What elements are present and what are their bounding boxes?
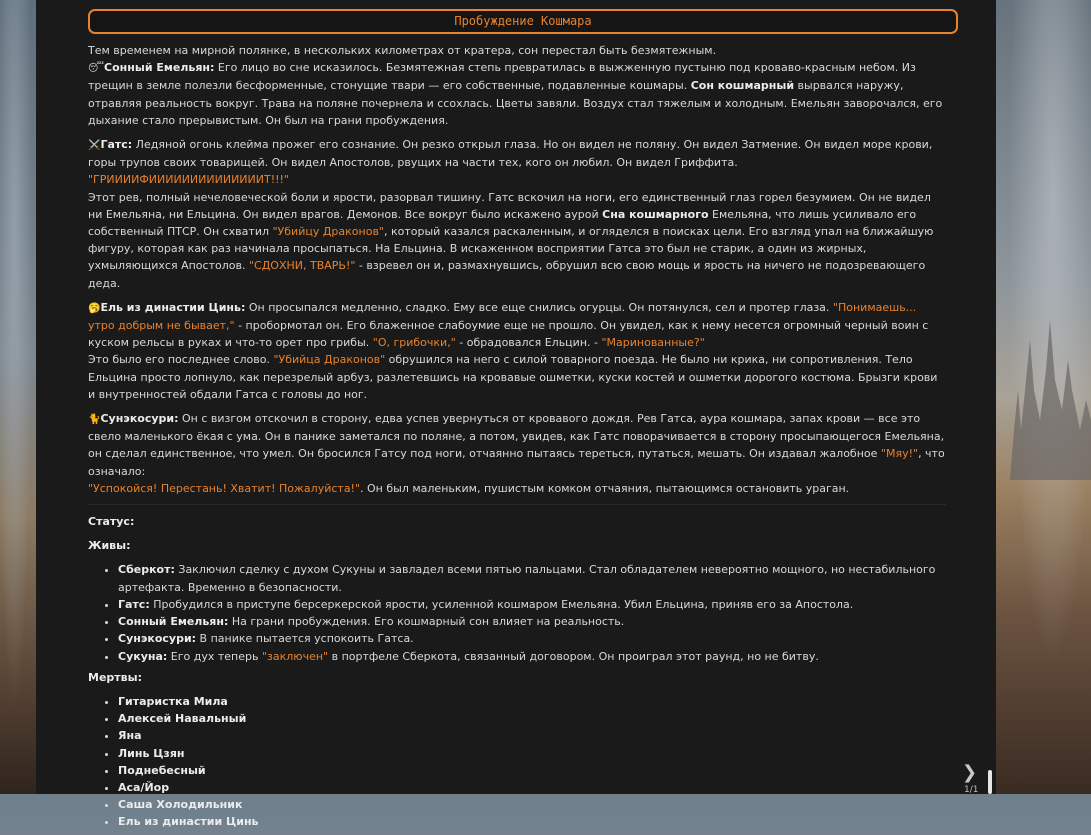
quote: "Понимаешь... утро добрым не бывает," [88, 300, 917, 333]
scrollbar-thumb[interactable] [988, 770, 992, 794]
character-name: Ель из династии Цинь: [100, 300, 246, 314]
status-heading: Статус: [88, 515, 135, 529]
list-item: • Сонный Емельян: На грани пробуждения. Его кошмарный сон влияет на реальность. [118, 613, 946, 630]
list-item: • Сберкот: Заключил сделку с духом Сукуны и завладел всеми пятью пальцами. Стал обладателем невероятно мощного, но нестабильного артефакта. Временно в безопасности. [118, 561, 946, 595]
list-item: • Яна [118, 727, 946, 744]
page-counter: 1/1 [964, 785, 979, 795]
chevron-right-icon[interactable]: ❯ [962, 762, 978, 783]
chapter-title: Пробуждение Кошмара [88, 9, 958, 34]
sleeping-face-icon: 😴 [88, 63, 105, 75]
list-item: • Сунэкосури: В панике пытается успокоить Гатса. [118, 630, 946, 647]
intro-paragraph: Тем временем на мирной полянке, в нескольких километрах от кратера, сон перестал быть безмятежным. 😴Сонный Емельян: Его лицо во сне исказилось. Безмятежная степь превратилась в выжженную пустыню под кроваво-красным небом. Из трещин в земле полезли бесформенные, стонущие твари — его собственные, подавленные кошмары. Сон кошмарный вырвался наружу, отравляя реальность вокруг. Трава на поляне почернела и ссохлась. Цветы завяли. Воздух стал тяжелым и холодным. Емельян заворочался, его дыхание стало прерывистым. Он был на грани пробуждения. [88, 44, 943, 127]
list-item: • Саша Холодильник [118, 796, 946, 813]
alive-heading: Живы: [88, 539, 131, 553]
yawning-face-icon: 🥱 [88, 302, 101, 314]
gats-paragraph: ⚔️Гатс: Ледяной огонь клейма прожег его сознание. Он резко открыл глаза. Но он видел не поляну. Он видел Затмение. Он видел море крови, горы трупов своих товарищей. Он видел Апостолов, рвущих на части тех, кого он любил. Он видел Гриффита. "ГРИИИИФИИИИИИИИИИИИИИТ!!!" Этот рев, полный нечеловеческой боли и ярости, разорвал тишину. Гатс вскочил на ноги, его единственный глаз горел безумием. Он не видел ни Емельяна, ни Ельцина. Он видел врагов. Демонов. Все вокруг было искажено аурой Сна кошмарного Емельяна, что лишь усиливало его собственный ПТСР. Он схватил "Убийцу Драконов", который казался раскаленным, и огляделся в поисках цели. Его взгляд упал на ближайшую фигуру, которая как раз начинала просыпаться. На Ельцина. В искаженном восприятии Гатса это был не старик, а один из жирных, ухмыляющихся Апостолов. "СДОХНИ, ТВАРЬ!" - взревел он и, размахнувшись, обрушил всю свою мощь и ярость на ничего не подозревающего деда. [88, 138, 934, 290]
list-item: • Гатс: Пробудился в приступе берсеркерской ярости, усиленной кошмаром Емельяна. Убил Ельцина, приняв его за Апостола. [118, 596, 946, 613]
cat-icon: 🐈 [88, 414, 101, 426]
chat-panel [36, 0, 996, 829]
dead-list [88, 693, 946, 831]
background-spires [1010, 320, 1091, 480]
character-name: Гатс: [100, 138, 133, 152]
character-name: Сонный Емельян: [104, 61, 215, 75]
list-item: • Гитаристка Мила [118, 693, 946, 710]
alive-list [88, 561, 946, 664]
quote: "Успокойся! Перестань! Хватит! Пожалуйста!" [88, 481, 361, 495]
quote: "Убийца Драконов" [273, 353, 386, 367]
list-item: • Алексей Навальный [118, 710, 946, 727]
message-content [88, 42, 946, 835]
sune-paragraph: 🐈Сунэкосури: Он с визгом отскочил в сторону, едва успев увернуться от кровавого дождя. Рев Гатса, аура кошмара, запах крови — все это свело маленького ёкая с ума. Он в панике заметался по поляне, а потом, увидев, как Гатс поворачивается в сторону просыпающегося Емельяна, он сделал единственное, что умел. Он бросился Гатсу под ноги, отчаянно пытаясь тереться, путаться, мешать. Он издавал жалобное "Мяу!", что означало: "Успокойся! Перестань! Хватит! Пожалуйста!". Он был маленьким, пушистым комком отчаяния, пытающимся остановить ураган. [88, 412, 945, 495]
list-item: • Линь Цзян [118, 745, 946, 762]
list-item: • Поднебесный [118, 762, 946, 779]
list-item: • Сукуна: Его дух теперь "заключен" в портфеле Сберкота, связанный договором. Он проиграл этот раунд, но не битву. [118, 648, 946, 665]
eltsin-paragraph: 🥱Ель из династии Цинь: Он просыпался медленно, сладко. Ему все еще снились огурцы. Он потянулся, сел и протер глаза. "Понимаешь... утро добрым не бывает," - пробормотал он. Его блаженное слабоумие еще не прошло. Он увидел, как к нему несется огромный черный воин с куском рельсы в руках и что-то орет про грибы. "О, грибочки," - обрадовался Ельцин. - "Маринованные?" Это было его последнее слово. "Убийца Драконов" обрушился на него с силой товарного поезда. Не было ни крика, ни сопротивления. Тело Ельцина просто лопнуло, как перезрелый арбуз, разлетевшись на кровавые ошметки, куски костей и ошметки дорогого костюма. Брызги крови и внутренностей обдали Гатса с головы до ног. [88, 300, 938, 401]
crossed-swords-icon: ⚔️ [88, 140, 101, 152]
character-name: Сунэкосури: [100, 412, 179, 426]
list-item: • Ель из династии Цинь [118, 813, 946, 830]
background-left [0, 0, 36, 794]
quote: "О, грибочки," [372, 336, 456, 350]
quote: "Убийцу Драконов" [272, 225, 384, 239]
quote: "заключен" [261, 649, 329, 663]
quote: "Мяу!" [880, 447, 919, 461]
divider [88, 504, 946, 505]
list-item: • Аса/Йор [118, 779, 946, 796]
quote: "Маринованные?" [601, 336, 705, 350]
dead-heading: Мертвы: [88, 670, 142, 684]
quote: "СДОХНИ, ТВАРЬ!" [248, 259, 356, 273]
quote: "ГРИИИИФИИИИИИИИИИИИИИТ!!!" [88, 173, 289, 187]
